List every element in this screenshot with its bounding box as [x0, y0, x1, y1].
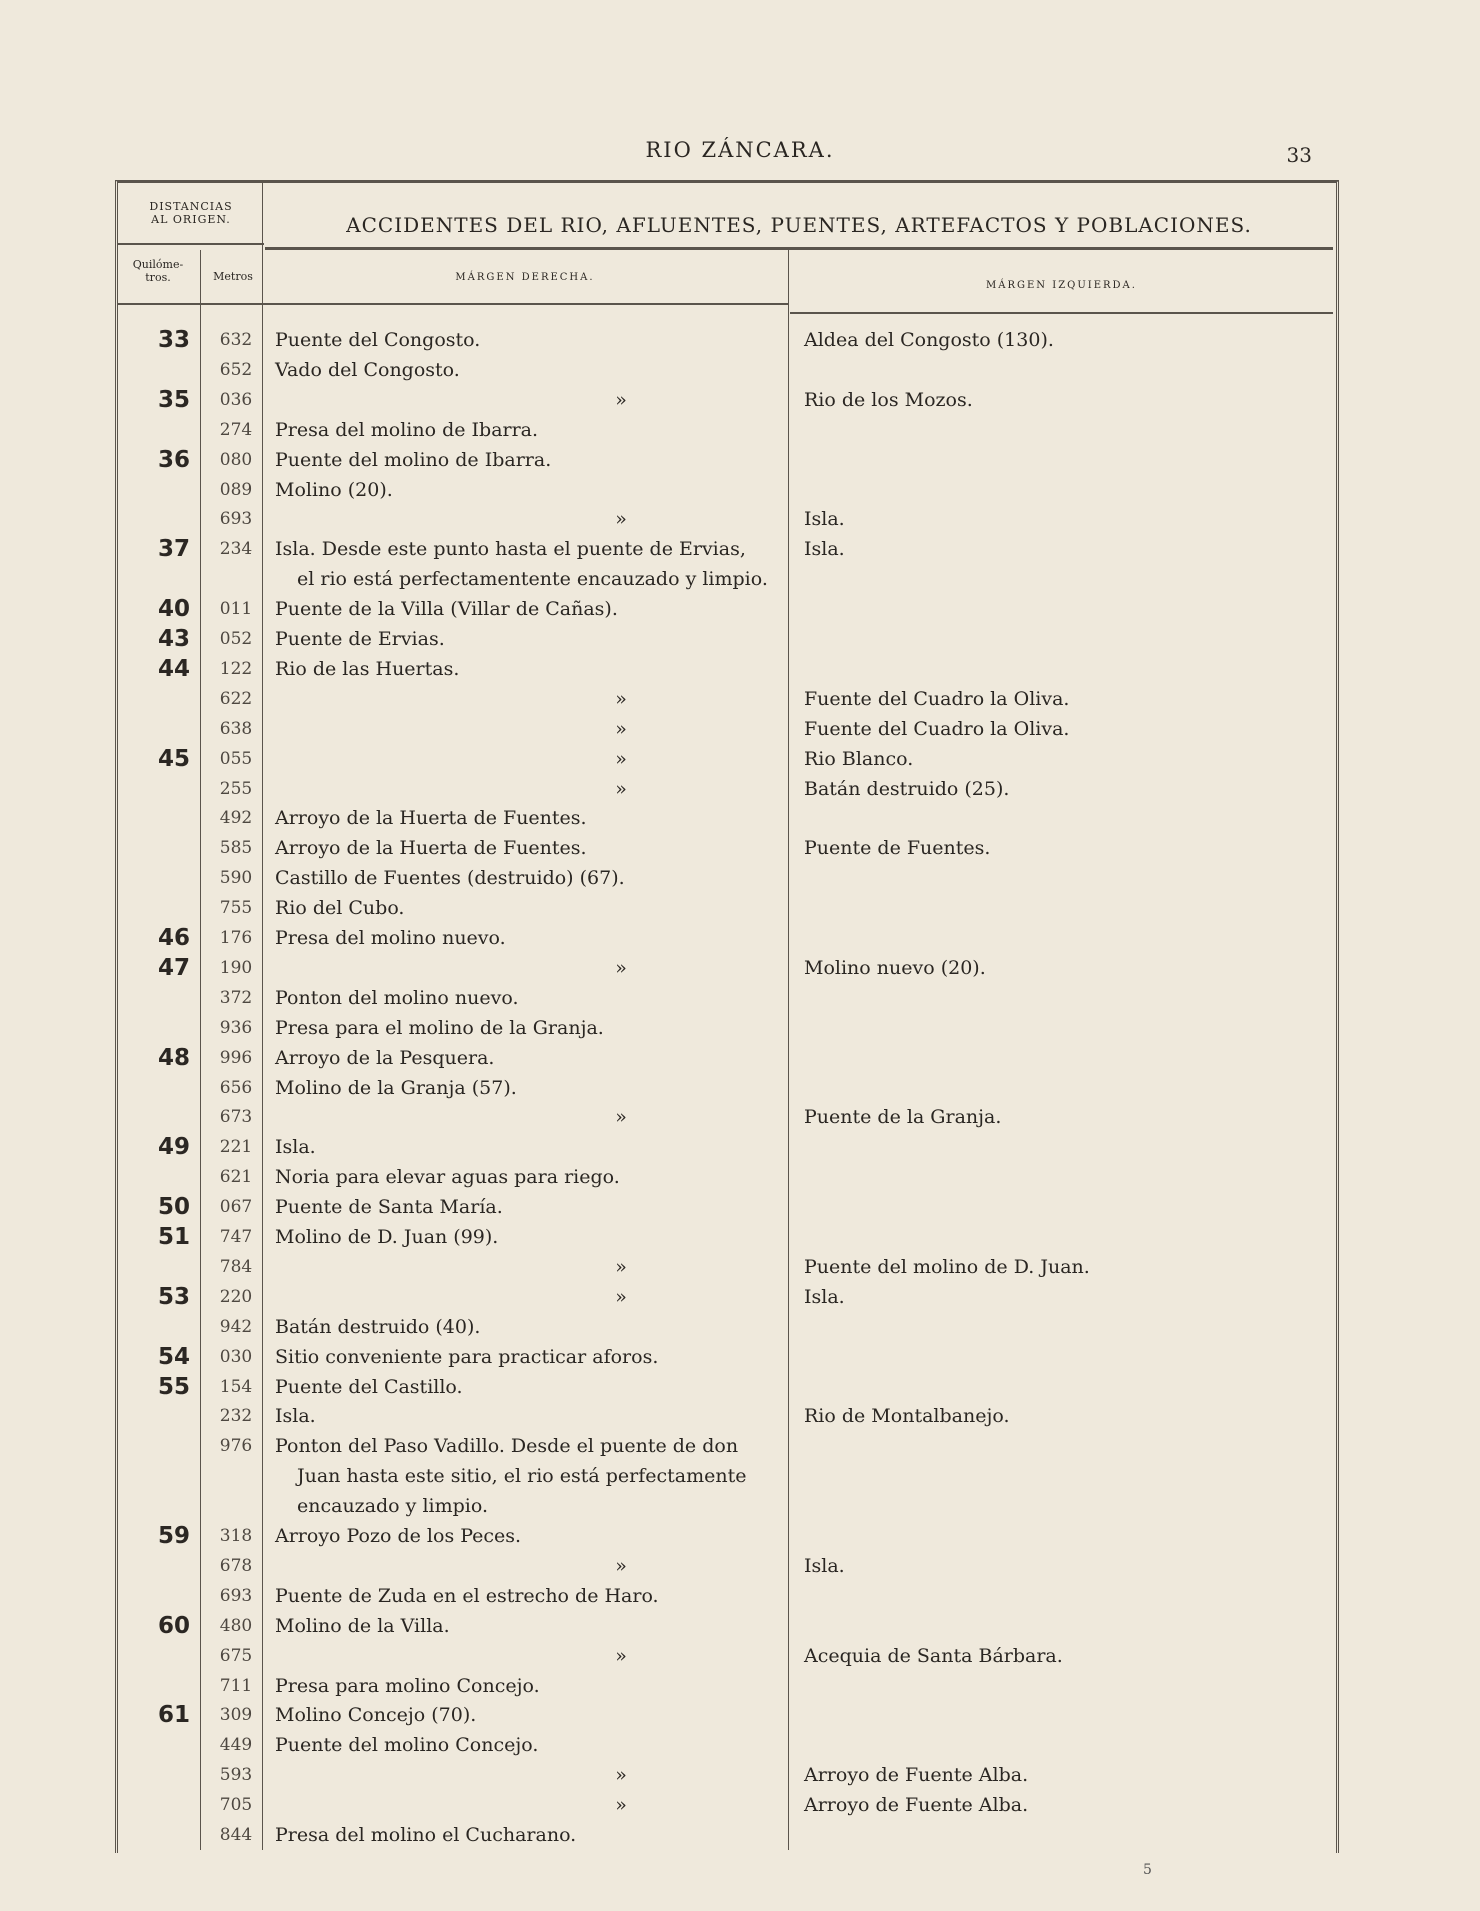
signature-mark: 5: [1143, 1862, 1152, 1878]
table-row: [118, 684, 1333, 714]
table-row: [118, 1581, 1333, 1611]
table-row: [118, 355, 1333, 385]
table-row: [118, 1401, 1333, 1431]
right-bank-cell: »: [615, 1764, 627, 1787]
table-row: [118, 1282, 1333, 1312]
table-row: [118, 953, 1333, 983]
m-cell: 652: [219, 359, 253, 380]
m-cell: 585: [219, 838, 253, 859]
m-cell: 638: [219, 718, 253, 739]
m-cell: 309: [219, 1705, 253, 1726]
m-cell: 089: [219, 479, 253, 500]
km-cell: 59: [157, 1523, 190, 1549]
right-bank-cell: Puente del Castillo.: [275, 1375, 463, 1398]
right-bank-cell: »: [615, 1794, 627, 1817]
m-cell: 036: [219, 389, 253, 410]
m-cell: 705: [219, 1795, 253, 1816]
m-cell: 318: [219, 1526, 253, 1546]
table-row: [118, 1611, 1333, 1641]
table-row: [118, 594, 1333, 624]
left-bank-cell: Isla.: [804, 1554, 845, 1577]
m-cell: 255: [219, 778, 253, 799]
m-cell: 190: [219, 957, 253, 978]
m-cell: 154: [219, 1376, 253, 1397]
km-label-line2: tros.: [145, 271, 171, 284]
table-row: [118, 1222, 1333, 1252]
km-cell: 60: [157, 1612, 190, 1639]
m-cell: 593: [219, 1765, 253, 1786]
right-bank-header: MÁRGEN DERECHA.: [455, 272, 595, 283]
left-bank-cell: Arroyo de Fuente Alba.: [804, 1764, 1029, 1787]
km-cell: 51: [157, 1224, 190, 1250]
right-bank-cell: Puente de Ervias.: [275, 628, 445, 650]
m-cell: 055: [219, 748, 253, 769]
table-row: [118, 1013, 1333, 1043]
table-row: [118, 1820, 1333, 1850]
left-bank-cell: Puente de Fuentes.: [804, 837, 991, 860]
right-bank-cell: »: [615, 388, 627, 411]
right-bank-cell: »: [615, 747, 627, 770]
m-cell: 693: [219, 1585, 253, 1606]
km-cell: 35: [157, 386, 190, 413]
right-bank-cell: Puente del molino Concejo.: [275, 1734, 539, 1757]
m-cell: 784: [219, 1256, 253, 1277]
table-row: [118, 1461, 1333, 1491]
m-cell: 936: [219, 1017, 253, 1038]
km-cell: 54: [157, 1343, 190, 1370]
m-cell: 942: [219, 1316, 253, 1337]
header-rule: [118, 303, 788, 305]
m-cell: 067: [219, 1197, 253, 1218]
right-bank-cell: Sitio conveniente para practicar aforos.: [275, 1345, 659, 1368]
km-cell: 50: [157, 1194, 190, 1221]
m-cell: 234: [219, 539, 253, 560]
m-cell: 747: [219, 1227, 253, 1247]
left-bank-cell: Aldea del Congosto (130).: [804, 329, 1054, 351]
table-row: [118, 1730, 1333, 1760]
m-cell: 621: [219, 1167, 253, 1188]
km-cell: 47: [157, 954, 190, 981]
left-bank-cell: Rio de Montalbanejo.: [804, 1405, 1010, 1428]
left-bank-header: MÁRGEN IZQUIERDA.: [986, 280, 1137, 291]
page-number: 33: [1286, 143, 1312, 167]
left-bank-cell: Acequia de Santa Bárbara.: [804, 1644, 1063, 1667]
km-cell: 36: [157, 446, 190, 473]
m-cell: 693: [219, 509, 253, 530]
m-cell: 711: [219, 1675, 253, 1696]
distances-header: [118, 200, 264, 226]
header-rule: [265, 247, 1333, 250]
table-row: [118, 1192, 1333, 1222]
table-row: [118, 325, 1333, 355]
m-cell: 372: [219, 987, 253, 1008]
table-row: [118, 624, 1333, 654]
right-bank-cell: Juan hasta este sitio, el rio está perfectamente: [297, 1465, 747, 1488]
m-cell: 976: [219, 1436, 253, 1457]
right-bank-cell: Puente de Santa María.: [275, 1196, 503, 1219]
left-bank-cell: Arroyo de Fuente Alba.: [804, 1794, 1029, 1817]
right-bank-cell: Isla.: [275, 1136, 316, 1159]
table-row: [118, 863, 1333, 893]
right-bank-cell: Molino de D. Juan (99).: [275, 1226, 499, 1248]
m-cell: 030: [219, 1346, 253, 1367]
right-bank-cell: el rio está perfectamentente encauzado y limpio.: [297, 568, 768, 591]
table-row: [118, 803, 1333, 833]
right-bank-cell: Noria para elevar aguas para riego.: [275, 1166, 620, 1189]
km-cell: 48: [157, 1044, 190, 1071]
left-bank-cell: Molino nuevo (20).: [804, 956, 986, 979]
right-bank-cell: Vado del Congosto.: [275, 358, 460, 381]
table-row: [118, 534, 1333, 564]
left-bank-cell: Isla.: [804, 538, 845, 561]
right-bank-cell: Puente de la Villa (Villar de Cañas).: [275, 598, 618, 621]
right-bank-cell: »: [615, 956, 627, 979]
right-bank-cell: Rio del Cubo.: [275, 897, 405, 920]
left-bank-cell: Fuente del Cuadro la Oliva.: [804, 687, 1070, 710]
right-bank-cell: Arroyo de la Huerta de Fuentes.: [275, 837, 587, 860]
right-bank-cell: Isla.: [275, 1405, 316, 1428]
right-bank-cell: Presa del molino el Cucharano.: [275, 1824, 577, 1846]
m-cell: 122: [219, 658, 253, 679]
table-row: [118, 1252, 1333, 1282]
m-cell: 480: [219, 1615, 253, 1636]
right-bank-cell: Castillo de Fuentes (destruido) (67).: [275, 867, 625, 890]
right-bank-cell: »: [615, 1644, 627, 1667]
m-cell: 052: [219, 629, 253, 649]
right-bank-cell: »: [615, 777, 627, 800]
table-row: [118, 1521, 1333, 1551]
left-bank-cell: Isla.: [804, 1285, 845, 1308]
m-column-header: Metros: [213, 270, 253, 283]
table-row: [118, 983, 1333, 1013]
table-row: [118, 1671, 1333, 1701]
right-bank-cell: Rio de las Huertas.: [275, 657, 460, 680]
km-cell: 37: [157, 536, 190, 563]
right-bank-cell: Puente del molino de Ibarra.: [275, 448, 552, 471]
table-row: [118, 833, 1333, 863]
m-cell: 844: [219, 1825, 253, 1845]
km-cell: 49: [157, 1134, 190, 1161]
m-cell: 011: [219, 599, 253, 620]
km-cell: 40: [157, 596, 190, 623]
left-bank-cell: Fuente del Cuadro la Oliva.: [804, 717, 1070, 740]
left-bank-cell: Rio de los Mozos.: [804, 388, 973, 411]
table-row: [118, 1551, 1333, 1581]
left-bank-cell: Rio Blanco.: [804, 747, 914, 770]
km-label-line1: Quilóme-: [132, 258, 184, 271]
table-row: [118, 1312, 1333, 1342]
table-row: [118, 714, 1333, 744]
table-row: [118, 1073, 1333, 1103]
km-cell: 44: [157, 655, 190, 682]
right-bank-cell: Puente de Zuda en el estrecho de Haro.: [275, 1584, 659, 1607]
table-row: [118, 415, 1333, 445]
km-cell: 61: [157, 1702, 190, 1729]
m-cell: 221: [219, 1137, 253, 1158]
km-column-header: [118, 258, 198, 284]
right-bank-cell: encauzado y limpio.: [297, 1495, 488, 1518]
table-row: [118, 774, 1333, 804]
table-title: ACCIDENTES DEL RIO, AFLUENTES, PUENTES, ARTEFACTOS Y POBLACIONES.: [346, 213, 1252, 237]
table-row: [118, 1132, 1333, 1162]
table-row: [118, 1491, 1333, 1521]
table-row: [118, 1760, 1333, 1790]
table-row: [118, 385, 1333, 415]
right-bank-cell: »: [615, 1255, 627, 1278]
right-bank-cell: Presa para molino Concejo.: [275, 1674, 540, 1697]
m-cell: 590: [219, 868, 253, 889]
right-bank-cell: Arroyo Pozo de los Peces.: [275, 1525, 522, 1547]
left-bank-cell: Puente del molino de D. Juan.: [804, 1255, 1090, 1278]
m-cell: 622: [219, 688, 253, 709]
m-cell: 996: [219, 1047, 253, 1068]
table-row: [118, 744, 1333, 774]
km-cell: 55: [157, 1373, 190, 1400]
table-row: [118, 1102, 1333, 1132]
right-bank-cell: »: [615, 1285, 627, 1308]
m-cell: 176: [219, 928, 253, 948]
right-bank-cell: Presa del molino de Ibarra.: [275, 418, 539, 441]
table-row: [118, 893, 1333, 923]
table-row: [118, 1342, 1333, 1372]
right-bank-cell: »: [615, 717, 627, 740]
right-bank-cell: »: [615, 1554, 627, 1577]
m-cell: 492: [219, 808, 253, 829]
m-cell: 632: [219, 330, 253, 350]
table-row: [118, 1431, 1333, 1461]
km-cell: 45: [157, 745, 190, 772]
header-rule: [790, 312, 1333, 314]
left-bank-cell: Puente de la Granja.: [804, 1106, 1002, 1129]
table-row: [118, 1700, 1333, 1730]
right-bank-cell: Molino de la Granja (57).: [275, 1076, 517, 1099]
m-cell: 449: [219, 1735, 253, 1756]
distances-label: DISTANCIAS: [149, 200, 233, 213]
origin-label: AL ORIGEN.: [151, 213, 231, 226]
table-row: [118, 1043, 1333, 1073]
km-cell: 43: [157, 626, 190, 652]
right-bank-cell: Ponton del molino nuevo.: [275, 986, 519, 1009]
table-row: [118, 1372, 1333, 1402]
right-bank-cell: Arroyo de la Huerta de Fuentes.: [275, 807, 587, 830]
table-row: [118, 445, 1333, 475]
right-bank-cell: Presa para el molino de la Granja.: [275, 1016, 604, 1039]
right-bank-cell: Molino Concejo (70).: [275, 1704, 477, 1727]
right-bank-cell: Molino de la Villa.: [275, 1614, 450, 1637]
left-bank-cell: Batán destruido (25).: [804, 777, 1010, 800]
table-row: [118, 923, 1333, 953]
m-cell: 755: [219, 898, 253, 919]
table-row: [118, 564, 1333, 594]
m-cell: 220: [219, 1286, 253, 1307]
m-cell: 656: [219, 1077, 253, 1098]
table-row: [118, 654, 1333, 684]
right-bank-cell: Presa del molino nuevo.: [275, 927, 506, 949]
m-cell: 678: [219, 1555, 253, 1576]
right-bank-cell: »: [615, 1106, 627, 1129]
m-cell: 080: [219, 449, 253, 470]
right-bank-cell: »: [615, 687, 627, 710]
right-bank-cell: Molino (20).: [275, 478, 393, 501]
table-row: [118, 1790, 1333, 1820]
left-bank-cell: Isla.: [804, 508, 845, 531]
right-bank-cell: Puente del Congosto.: [275, 329, 481, 351]
right-bank-cell: Ponton del Paso Vadillo. Desde el puente de don: [275, 1435, 739, 1458]
right-bank-cell: Batán destruido (40).: [275, 1315, 481, 1338]
table-row: [118, 1641, 1333, 1671]
right-bank-cell: Isla. Desde este punto hasta el puente de Ervias,: [275, 538, 746, 561]
km-cell: 53: [157, 1283, 190, 1310]
m-cell: 232: [219, 1406, 253, 1427]
table-row: [118, 504, 1333, 534]
km-cell: 33: [157, 327, 190, 353]
km-cell: 46: [157, 925, 190, 951]
m-cell: 274: [219, 419, 253, 440]
table-row: [118, 475, 1333, 505]
running-head: RIO ZÁNCARA.: [645, 138, 835, 162]
right-bank-cell: »: [615, 508, 627, 531]
header-rule: [118, 243, 264, 245]
right-bank-cell: Arroyo de la Pesquera.: [275, 1046, 495, 1069]
table-row: [118, 1162, 1333, 1192]
m-cell: 673: [219, 1107, 253, 1128]
m-cell: 675: [219, 1645, 253, 1666]
